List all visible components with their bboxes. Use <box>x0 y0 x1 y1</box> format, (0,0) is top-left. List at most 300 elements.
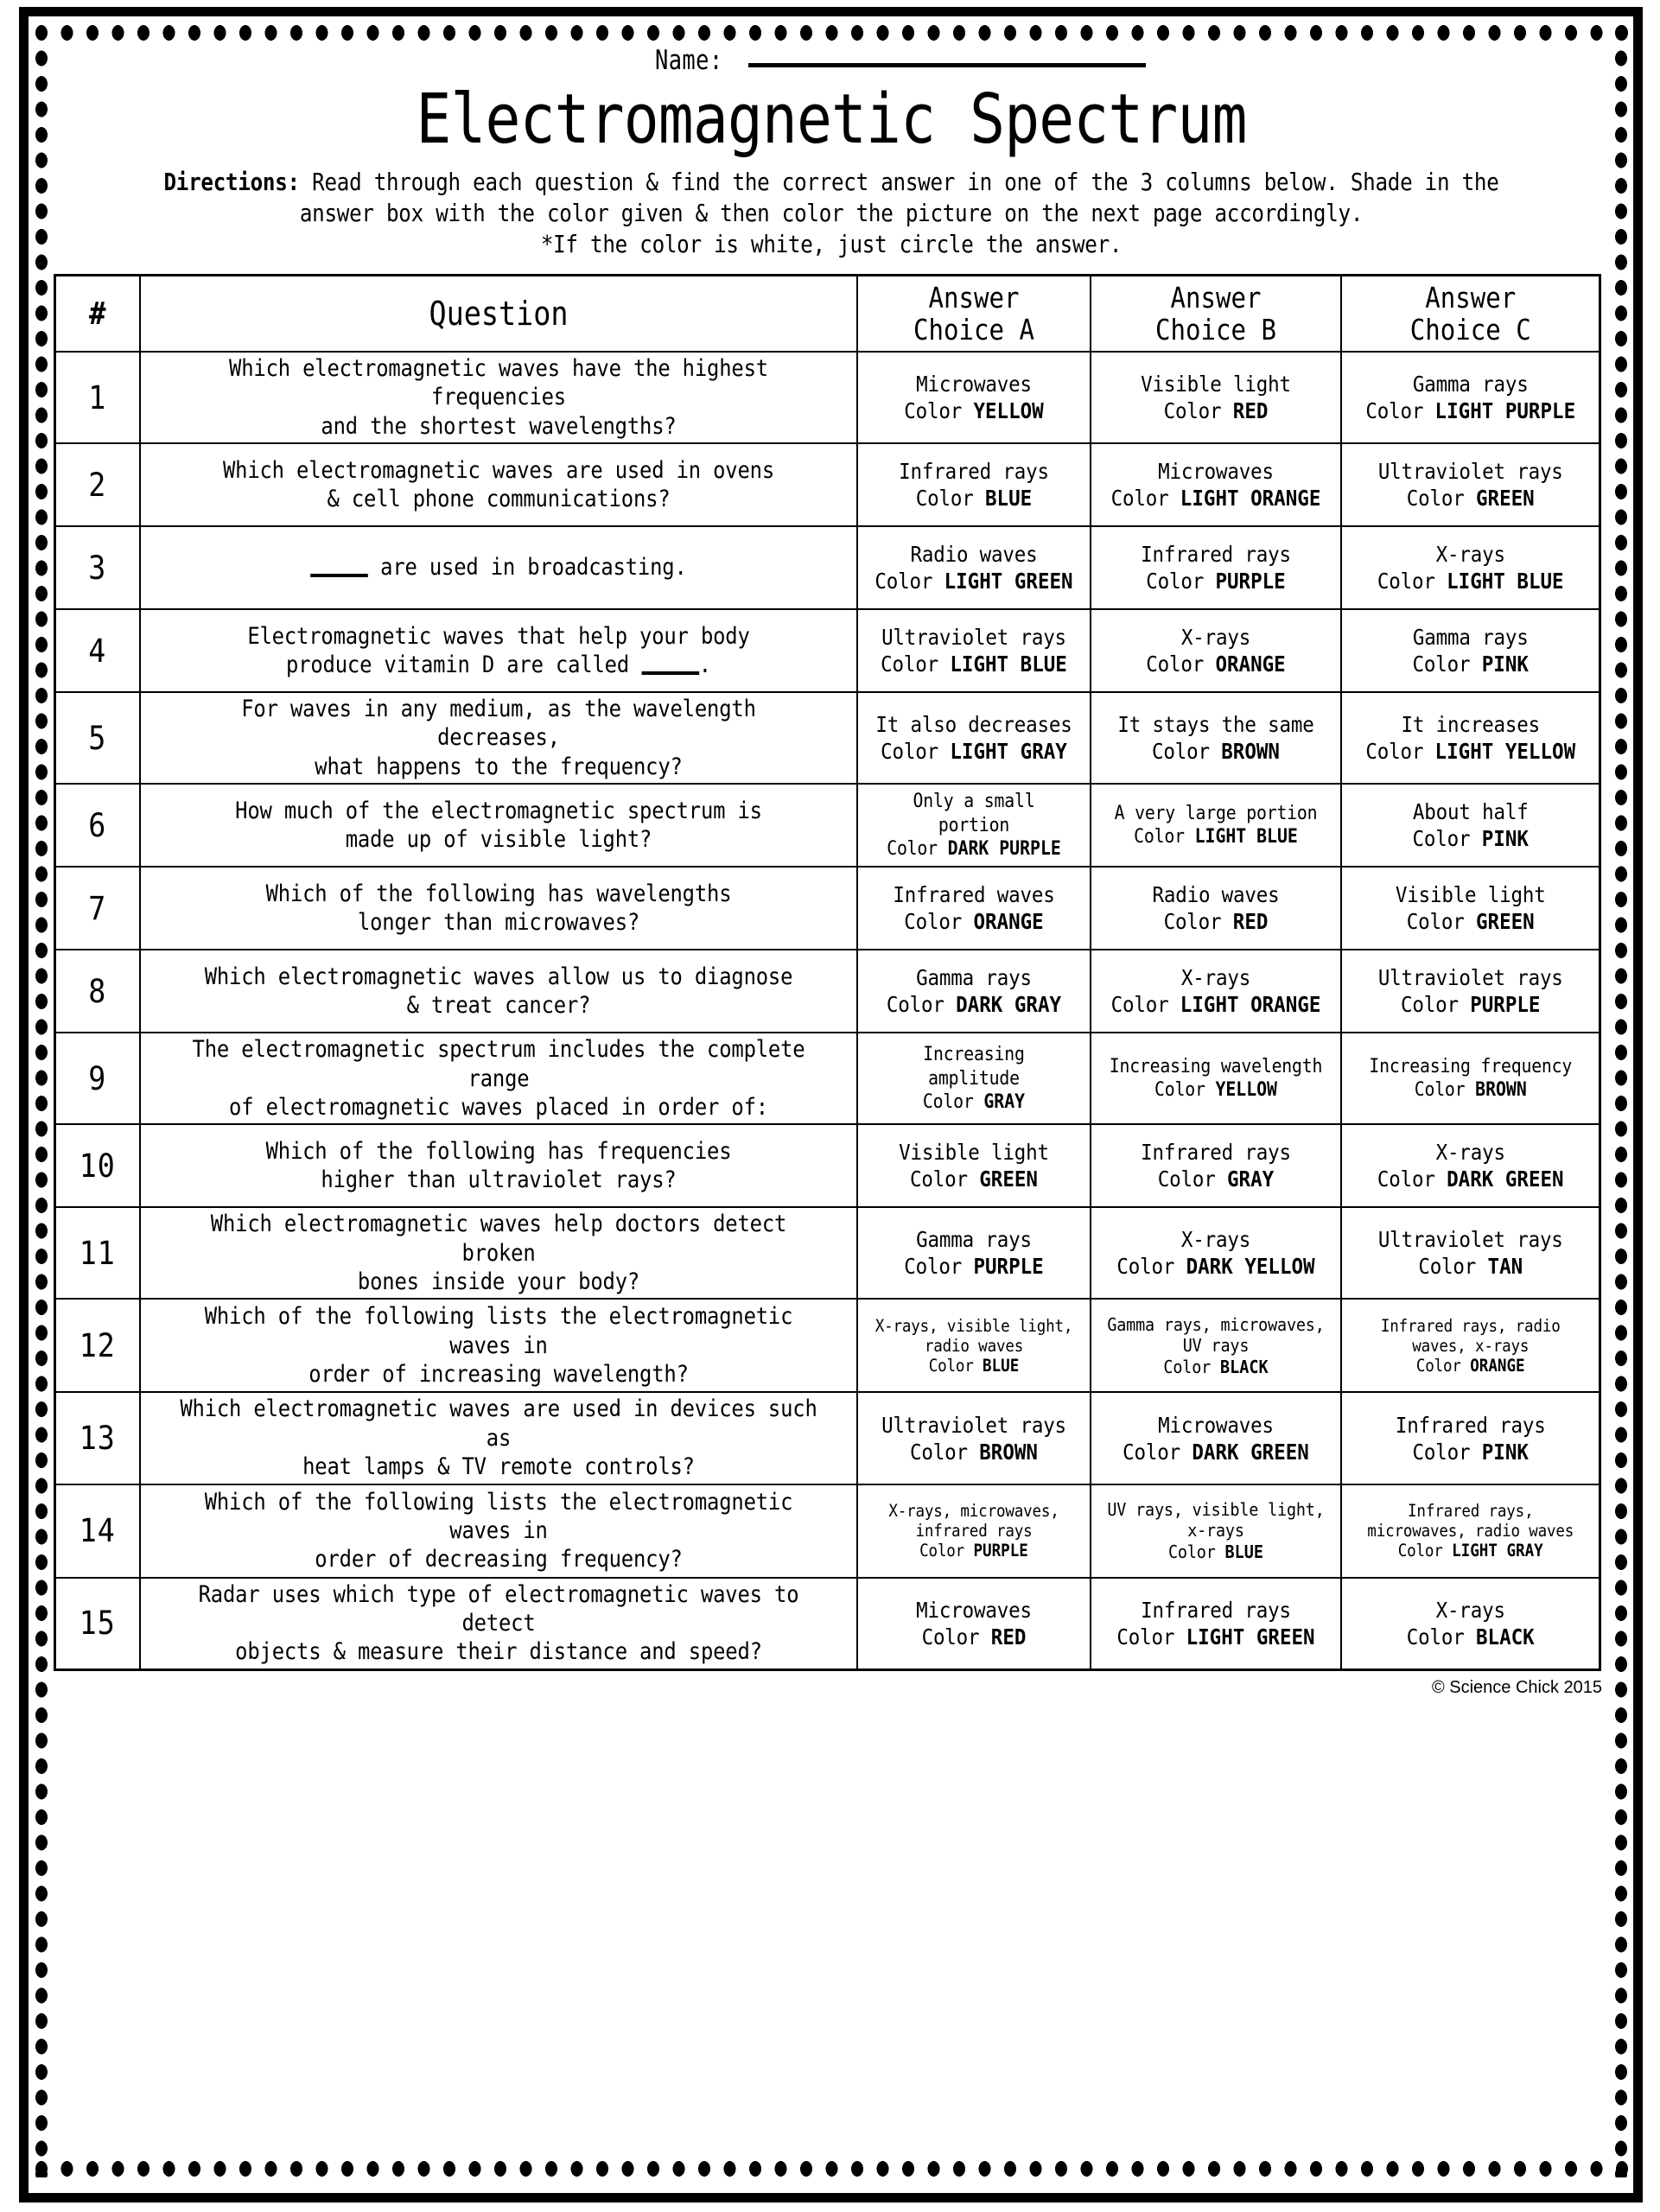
answer-text: Ultraviolet rays <box>1377 965 1563 991</box>
answer-color-name: RED <box>990 1624 1026 1649</box>
question-text <box>180 963 817 1020</box>
question-line-1: Radar uses which type of electromagnetic waves to detect <box>198 1580 798 1637</box>
answer-color-name: LIGHT YELLOW <box>1434 739 1575 765</box>
answer-color-name: LIGHT ORANGE <box>1180 486 1320 512</box>
table-row <box>55 784 1600 867</box>
answer-choice-a-cell[interactable] <box>857 867 1091 950</box>
table-header <box>55 276 1600 352</box>
header-choice-b-line2: Choice B <box>1154 313 1276 347</box>
answer-choice-a-cell[interactable] <box>857 1299 1091 1392</box>
answer-choice-b-cell[interactable] <box>1091 443 1341 526</box>
question-text-cell <box>140 1033 857 1124</box>
answer-color-name: ORANGE <box>972 909 1044 935</box>
question-number-cell <box>55 443 140 526</box>
answer-choice-b <box>1107 458 1325 512</box>
answer-color-name: RED <box>1232 909 1268 935</box>
answer-text: Gamma rays <box>1412 372 1529 397</box>
table-row <box>55 1207 1600 1299</box>
answer-choice-c <box>1358 1055 1583 1103</box>
answer-color-instruction: Color PINK <box>1412 652 1529 677</box>
table-row <box>55 526 1600 609</box>
answer-color-instruction: Color YELLOW <box>1154 1079 1277 1102</box>
answer-choice-b <box>1107 1314 1325 1378</box>
question-line-2: objects & measure their distance and speed? <box>234 1638 762 1666</box>
question-number: 7 <box>88 889 107 927</box>
question-line-2: longer than microwaves? <box>357 909 639 937</box>
answer-choice-a <box>873 458 1075 512</box>
answer-choice-b <box>1107 541 1325 594</box>
answer-choice-b-cell[interactable] <box>1091 867 1341 950</box>
header-choice-a-line1: Answer <box>928 280 1019 315</box>
answer-color-name: BROWN <box>978 1439 1038 1465</box>
question-text <box>180 1488 817 1574</box>
header-number-cell <box>55 276 140 352</box>
answer-choice-a-cell[interactable] <box>857 352 1091 443</box>
answer-text: X-rays <box>1180 1227 1250 1253</box>
answer-choice-c-cell[interactable] <box>1341 526 1600 609</box>
answer-choice-b-cell[interactable] <box>1091 1299 1341 1392</box>
answer-choice-c <box>1358 458 1583 512</box>
answer-text: Ultraviolet rays <box>1377 1227 1563 1253</box>
answer-text: UV rays, visible light, x-rays <box>1106 1498 1325 1541</box>
answer-color-instruction: Color LIGHT PURPLE <box>1364 398 1575 424</box>
question-text-cell <box>140 950 857 1033</box>
header-choice-a-label <box>875 282 1072 346</box>
answer-color-instruction: Color BLUE <box>928 1355 1019 1376</box>
answer-color-instruction: Color RED <box>1163 909 1268 935</box>
answer-choice-a-cell[interactable] <box>857 784 1091 867</box>
answer-color-name: BROWN <box>1220 739 1280 765</box>
answer-color-name: DARK GREEN <box>1446 1166 1564 1192</box>
answer-color-name: ORANGE <box>1469 1355 1525 1376</box>
question-line-2: heat lamps & TV remote controls? <box>302 1453 695 1481</box>
question-line-1: The electromagnetic spectrum includes the complete range <box>192 1036 805 1092</box>
answer-text: Infrared rays <box>1140 1140 1291 1166</box>
answer-color-instruction: Color YELLOW <box>903 398 1044 424</box>
answer-text: It stays the same <box>1116 712 1314 738</box>
question-text-cell <box>140 867 857 950</box>
question-text <box>180 553 817 582</box>
answer-choice-a <box>873 1501 1075 1560</box>
question-number: 8 <box>88 972 107 1010</box>
question-text-cell <box>140 1124 857 1207</box>
answer-text: X-rays <box>1435 1597 1505 1623</box>
answer-color-name: PINK <box>1481 652 1529 677</box>
answer-choice-a <box>873 964 1075 1018</box>
answer-text: Increasing frequency <box>1368 1056 1572 1078</box>
answer-color-instruction: Color GREEN <box>1406 486 1535 512</box>
answer-color-name: LIGHT GREEN <box>1186 1624 1315 1649</box>
directions-line-2: answer box with the color given & then color the picture on the next page accordingly. <box>299 199 1364 227</box>
answer-choice-c-cell[interactable] <box>1341 1033 1600 1124</box>
question-line-2: & treat cancer? <box>406 992 590 1020</box>
answer-text: Increasing amplitude <box>922 1044 1025 1090</box>
answer-color-instruction: Color ORANGE <box>1415 1355 1525 1376</box>
question-number-cell <box>55 1124 140 1207</box>
question-line-2: order of decreasing frequency? <box>314 1546 683 1573</box>
answer-choice-a <box>873 541 1075 594</box>
question-text <box>180 1210 817 1296</box>
question-number: 15 <box>79 1605 116 1643</box>
header-choice-b-line1: Answer <box>1170 280 1261 315</box>
question-line-1: Which of the following has frequencies <box>265 1137 731 1165</box>
question-line-1: Which electromagnetic waves help doctors detect broken <box>210 1211 786 1267</box>
answer-color-instruction: Color TAN <box>1417 1254 1523 1280</box>
answer-color-name: PURPLE <box>1469 992 1540 1018</box>
question-line-2: order of increasing wavelength? <box>308 1361 689 1389</box>
question-line-2: what happens to the frequency? <box>314 753 683 780</box>
question-text <box>180 1580 817 1667</box>
answer-choice-a-cell[interactable] <box>857 1207 1091 1299</box>
answer-text: Microwaves <box>1157 1412 1274 1438</box>
question-text-cell <box>140 1299 857 1392</box>
answer-color-instruction: Color PURPLE <box>919 1541 1028 1561</box>
answer-color-name: DARK GRAY <box>955 992 1061 1018</box>
answer-color-instruction: Color LIGHT ORANGE <box>1110 486 1320 512</box>
answer-choice-b-cell[interactable] <box>1091 526 1341 609</box>
answer-choice-b-cell[interactable] <box>1091 1124 1341 1207</box>
fill-in-blank[interactable] <box>641 671 699 675</box>
answer-text: Visible light <box>1395 882 1546 908</box>
answer-choice-c-cell[interactable] <box>1341 1578 1600 1670</box>
answer-choice-b-cell[interactable] <box>1091 1578 1341 1670</box>
answer-color-instruction: Color DARK GREEN <box>1122 1439 1309 1465</box>
answer-text: Ultraviolet rays <box>881 1412 1066 1438</box>
question-text-cell <box>140 784 857 867</box>
answer-choice-c <box>1358 711 1583 765</box>
fill-in-blank[interactable] <box>310 574 368 577</box>
header-number-label: # <box>88 296 106 332</box>
answer-color-name: GREEN <box>1475 486 1535 512</box>
answer-choice-c <box>1358 881 1583 935</box>
table-body <box>55 352 1600 1669</box>
question-number: 12 <box>79 1326 116 1364</box>
answer-color-name: TAN <box>1487 1254 1523 1280</box>
answer-choice-a-cell[interactable] <box>857 950 1091 1033</box>
answer-text: Infrared rays, radio waves, x-rays <box>1380 1315 1561 1356</box>
header-choice-a-cell <box>857 276 1091 352</box>
answer-text: Infrared rays, microwaves, radio waves <box>1366 1501 1574 1541</box>
answer-color-instruction: Color GREEN <box>1406 909 1535 935</box>
answer-choice-a <box>873 711 1075 765</box>
answer-choice-b <box>1107 1412 1325 1465</box>
answer-choice-a <box>873 790 1075 861</box>
answer-color-instruction: Color LIGHT GRAY <box>880 739 1067 765</box>
answer-choice-c-cell[interactable] <box>1341 950 1600 1033</box>
answer-text: Gamma rays <box>1412 625 1529 651</box>
answer-choice-a-cell[interactable] <box>857 1033 1091 1124</box>
header-choice-c-cell <box>1341 276 1600 352</box>
question-text <box>180 880 817 938</box>
question-line-1: How much of the electromagnetic spectrum is <box>234 797 762 824</box>
answer-choice-b-cell[interactable] <box>1091 1207 1341 1299</box>
answer-color-instruction: Color GRAY <box>1157 1166 1274 1192</box>
answer-color-instruction: Color RED <box>1163 398 1268 424</box>
table-row <box>55 1392 1600 1484</box>
question-number: 6 <box>88 806 107 844</box>
question-number: 11 <box>79 1234 116 1272</box>
name-input-line[interactable] <box>748 63 1146 67</box>
question-number-cell <box>55 1207 140 1299</box>
question-number-cell <box>55 867 140 950</box>
answer-choice-a-cell[interactable] <box>857 609 1091 692</box>
answer-text: X-rays, visible light, radio waves <box>875 1315 1072 1356</box>
answer-color-instruction: Color PURPLE <box>903 1254 1044 1280</box>
answer-choice-b-cell[interactable] <box>1091 692 1341 784</box>
answer-text: Radio waves <box>1151 882 1280 908</box>
answer-text: Ultraviolet rays <box>881 625 1066 651</box>
question-line-2: & cell phone communications? <box>326 486 671 513</box>
answer-choice-a <box>873 1139 1075 1192</box>
answer-text: X-rays <box>1180 965 1250 991</box>
question-text <box>180 1395 817 1481</box>
answer-choice-b <box>1107 1055 1325 1103</box>
answer-text: A very large portion <box>1114 802 1317 824</box>
directions-block <box>147 167 1516 261</box>
table-row <box>55 950 1600 1033</box>
header-question-label: Question <box>428 295 569 334</box>
answer-color-instruction: Color LIGHT YELLOW <box>1364 739 1575 765</box>
answer-color-name: BLUE <box>982 1355 1019 1376</box>
answer-color-name: DARK YELLOW <box>1186 1254 1315 1280</box>
question-line-1: Electromagnetic waves that help your body <box>246 622 750 650</box>
question-number-cell <box>55 1578 140 1670</box>
header-choice-b-cell <box>1091 276 1341 352</box>
answer-color-instruction: Color BLACK <box>1162 1356 1269 1377</box>
answer-color-instruction: Color LIGHT GRAY <box>1397 1541 1543 1561</box>
question-number-cell <box>55 609 140 692</box>
question-text <box>180 622 817 680</box>
answer-color-instruction: Color BROWN <box>1414 1079 1527 1102</box>
answer-choice-a-cell[interactable] <box>857 526 1091 609</box>
name-field-row <box>54 45 1609 81</box>
question-table <box>54 274 1601 1670</box>
answer-color-instruction: Color BROWN <box>1151 739 1280 765</box>
answer-choice-c-cell[interactable] <box>1341 1484 1600 1578</box>
question-line-2: of electromagnetic waves placed in order of: <box>228 1093 768 1121</box>
answer-choice-b <box>1107 1597 1325 1650</box>
question-text-cell <box>140 443 857 526</box>
header-choice-c-label <box>1360 282 1580 346</box>
answer-choice-c-cell[interactable] <box>1341 1124 1600 1207</box>
answer-color-name: ORANGE <box>1214 652 1286 677</box>
answer-color-instruction: Color ORANGE <box>903 909 1044 935</box>
answer-choice-a-cell[interactable] <box>857 1124 1091 1207</box>
answer-text: Visible light <box>1140 372 1291 397</box>
answer-choice-c <box>1358 1412 1583 1465</box>
question-line-1: Which of the following has wavelengths <box>265 880 731 907</box>
answer-color-instruction: Color RED <box>921 1624 1026 1649</box>
page-title: Electromagnetic Spectrum <box>416 79 1247 159</box>
answer-choice-c <box>1358 1316 1583 1376</box>
answer-color-name: GRAY <box>1226 1166 1274 1192</box>
question-text-cell <box>140 1207 857 1299</box>
answer-color-name: LIGHT BLUE <box>1194 826 1298 849</box>
answer-choice-a-cell[interactable] <box>857 1484 1091 1578</box>
question-text <box>180 797 817 855</box>
answer-choice-c-cell[interactable] <box>1341 692 1600 784</box>
header-question-cell <box>140 276 857 352</box>
answer-choice-b-cell[interactable] <box>1091 352 1341 443</box>
answer-choice-b-cell[interactable] <box>1091 1033 1341 1124</box>
answer-choice-b <box>1107 371 1325 424</box>
answer-color-name: BLACK <box>1475 1624 1535 1649</box>
question-text-cell <box>140 1578 857 1670</box>
answer-color-name: PINK <box>1481 1439 1529 1465</box>
answer-choice-b-cell[interactable] <box>1091 784 1341 867</box>
answer-text: Infrared rays <box>898 459 1049 485</box>
question-text-cell <box>140 692 857 784</box>
answer-choice-c-cell[interactable] <box>1341 1392 1600 1484</box>
table-row <box>55 1578 1600 1670</box>
answer-choice-b-cell[interactable] <box>1091 609 1341 692</box>
answer-color-instruction: Color DARK GRAY <box>886 992 1061 1018</box>
question-number-cell <box>55 1392 140 1484</box>
answer-color-name: GRAY <box>983 1090 1025 1113</box>
question-number: 13 <box>79 1420 116 1458</box>
answer-color-name: BLUE <box>984 486 1032 512</box>
header-choice-c-line2: Choice C <box>1409 313 1531 347</box>
question-number: 3 <box>88 549 107 587</box>
answer-color-name: BLACK <box>1219 1356 1269 1377</box>
question-line-2: higher than ultraviolet rays? <box>320 1166 677 1194</box>
question-number: 9 <box>88 1059 107 1097</box>
answer-choice-a-cell[interactable] <box>857 1578 1091 1670</box>
name-label: Name: <box>655 45 723 76</box>
answer-color-name: GREEN <box>1475 909 1535 935</box>
question-text <box>180 456 817 514</box>
answer-choice-b <box>1107 624 1325 677</box>
answer-color-name: GREEN <box>978 1166 1038 1192</box>
answer-text: Infrared rays <box>1140 542 1291 568</box>
question-line-2: produce vitamin D are called . <box>285 652 711 679</box>
answer-choice-b <box>1107 964 1325 1018</box>
decorative-dot-border-left <box>33 24 50 2177</box>
answer-choice-b <box>1107 1226 1325 1280</box>
answer-choice-c <box>1358 624 1583 677</box>
answer-color-name: BROWN <box>1474 1079 1527 1102</box>
question-number: 14 <box>79 1512 116 1550</box>
answer-choice-b <box>1107 711 1325 765</box>
answer-color-name: PURPLE <box>972 1541 1028 1561</box>
answer-color-instruction: Color LIGHT BLUE <box>880 652 1067 677</box>
answer-choice-c-cell[interactable] <box>1341 867 1600 950</box>
answer-color-instruction: Color BLACK <box>1406 1624 1535 1649</box>
answer-choice-c-cell[interactable] <box>1341 609 1600 692</box>
answer-choice-a <box>873 1316 1075 1376</box>
answer-text: Increasing wavelength <box>1109 1056 1322 1078</box>
answer-choice-c <box>1358 541 1583 594</box>
answer-choice-c-cell[interactable] <box>1341 784 1600 867</box>
table-row <box>55 352 1600 443</box>
answer-choice-a <box>873 1412 1075 1465</box>
answer-choice-c <box>1358 1139 1583 1192</box>
answer-choice-c <box>1358 1226 1583 1280</box>
answer-text: About half <box>1412 799 1529 825</box>
answer-color-instruction: Color BLUE <box>915 486 1032 512</box>
answer-color-name: LIGHT BLUE <box>949 652 1067 677</box>
decorative-dot-border-bottom <box>33 2160 1630 2177</box>
answer-text: Ultraviolet rays <box>1377 459 1563 485</box>
table-header-row <box>55 276 1600 352</box>
answer-choice-a-cell[interactable] <box>857 443 1091 526</box>
question-number: 2 <box>88 466 107 504</box>
answer-color-name: LIGHT PURPLE <box>1434 398 1575 424</box>
answer-text: Radio waves <box>909 542 1038 568</box>
answer-text: Microwaves <box>915 372 1032 397</box>
answer-color-name: LIGHT GRAY <box>949 739 1067 765</box>
question-text <box>180 1035 817 1122</box>
answer-choice-a-cell[interactable] <box>857 692 1091 784</box>
decorative-dot-border-top <box>33 24 1630 41</box>
question-line-1: Which of the following lists the electromagnetic waves in <box>204 1303 792 1359</box>
question-number-cell <box>55 352 140 443</box>
decorative-dot-border-right <box>1612 24 1630 2177</box>
answer-text: Only a small portion <box>913 791 1034 836</box>
answer-text: Gamma rays <box>915 1227 1032 1253</box>
answer-color-name: LIGHT BLUE <box>1446 569 1564 594</box>
question-number-cell <box>55 1484 140 1578</box>
answer-choice-b-cell[interactable] <box>1091 950 1341 1033</box>
answer-choice-c-cell[interactable] <box>1341 443 1600 526</box>
directions-text-1: Read through each question & find the correct answer in one of the 3 columns below. Shade in the <box>312 168 1499 196</box>
answer-choice-b-cell[interactable] <box>1091 1392 1341 1484</box>
question-text-cell <box>140 526 857 609</box>
answer-choice-b <box>1107 802 1325 849</box>
copyright-notice: © Science Chick 2015 <box>1431 1677 1602 1697</box>
answer-color-name: BLUE <box>1224 1541 1263 1562</box>
answer-choice-b <box>1107 1499 1325 1563</box>
answer-choice-b-cell[interactable] <box>1091 1484 1341 1578</box>
question-number-cell <box>55 1299 140 1392</box>
answer-color-name: LIGHT GRAY <box>1451 1541 1543 1561</box>
answer-color-name: LIGHT GREEN <box>944 569 1073 594</box>
question-text-cell <box>140 1392 857 1484</box>
answer-choice-c <box>1358 371 1583 424</box>
question-text <box>180 1302 817 1389</box>
question-number-cell <box>55 526 140 609</box>
table-row <box>55 1299 1600 1392</box>
answer-choice-c <box>1358 1501 1583 1560</box>
answer-choice-a-cell[interactable] <box>857 1392 1091 1484</box>
answer-text: Gamma rays, microwaves, UV rays <box>1106 1313 1325 1357</box>
question-text <box>180 695 817 781</box>
header-choice-a-line2: Choice A <box>913 313 1034 347</box>
answer-choice-c-cell[interactable] <box>1341 352 1600 443</box>
answer-color-name: PURPLE <box>1214 569 1286 594</box>
answer-color-instruction: Color PINK <box>1412 826 1529 852</box>
answer-color-instruction: Color LIGHT BLUE <box>1377 569 1564 594</box>
directions-line-3: *If the color is white, just circle the answer. <box>540 231 1123 259</box>
answer-text: X-rays <box>1435 1140 1505 1166</box>
question-number-cell <box>55 950 140 1033</box>
answer-color-instruction: Color GREEN <box>909 1166 1038 1192</box>
question-line-1: are used in broadcasting. <box>310 554 686 581</box>
table-row <box>55 443 1600 526</box>
answer-choice-c-cell[interactable] <box>1341 1207 1600 1299</box>
answer-color-instruction: Color DARK GREEN <box>1377 1166 1564 1192</box>
question-number-cell <box>55 1033 140 1124</box>
answer-color-instruction: Color LIGHT BLUE <box>1133 826 1298 849</box>
answer-color-instruction: Color BROWN <box>909 1439 1038 1465</box>
question-line-1: Which electromagnetic waves are used in ovens <box>222 456 774 484</box>
answer-choice-c-cell[interactable] <box>1341 1299 1600 1392</box>
answer-text: Infrared rays <box>1140 1597 1291 1623</box>
answer-choice-c <box>1358 1597 1583 1650</box>
table-row <box>55 1484 1600 1578</box>
table-row <box>55 1033 1600 1124</box>
question-line-2: and the shortest wavelengths? <box>320 412 677 440</box>
